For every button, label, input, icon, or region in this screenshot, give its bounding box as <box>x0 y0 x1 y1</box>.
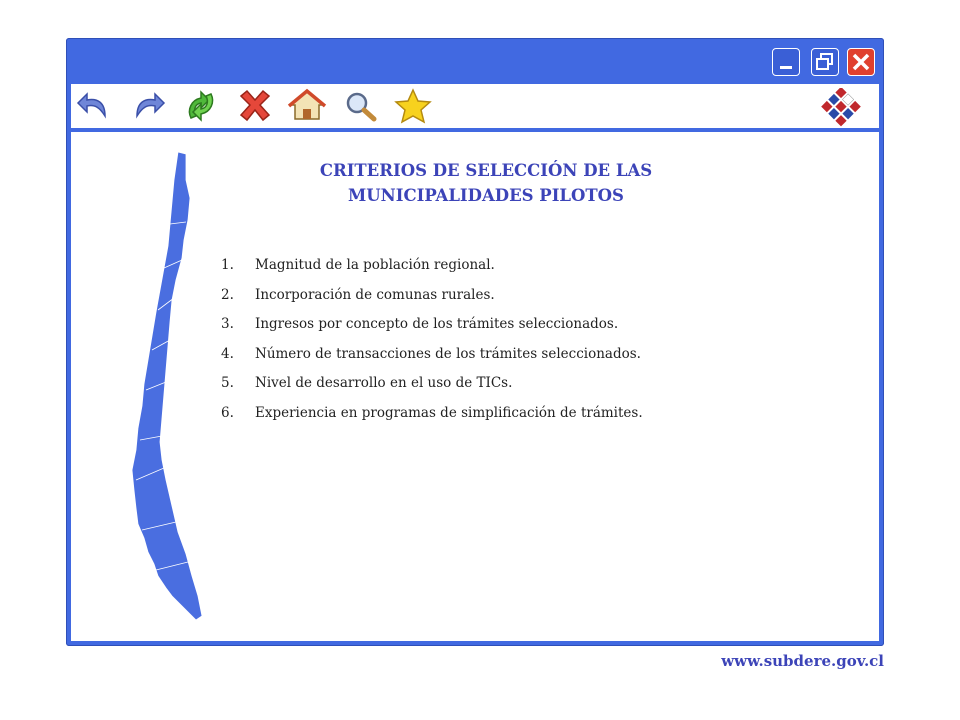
refresh-button[interactable] <box>181 88 221 124</box>
stop-x-icon <box>235 88 275 124</box>
back-button[interactable] <box>75 88 115 124</box>
close-button[interactable] <box>847 48 875 76</box>
restore-icon <box>812 49 838 75</box>
list-item <box>221 346 643 376</box>
heading-line-1: CRITERIOS DE SELECCIÓN DE LAS <box>319 161 653 180</box>
forward-button[interactable] <box>129 88 169 124</box>
list-item-text: Número de transacciones de los trámites seleccionados. <box>255 345 641 362</box>
browser-window <box>66 38 884 646</box>
list-item <box>221 375 643 405</box>
favorites-button[interactable] <box>393 88 433 124</box>
list-item-text: Nivel de desarrollo en el uso de TICs. <box>255 375 513 391</box>
subdere-logo <box>819 88 859 124</box>
list-item <box>221 405 643 435</box>
stop-button[interactable] <box>235 88 275 124</box>
list-item-number: 3. <box>221 316 234 332</box>
list-item <box>221 287 643 317</box>
list-item-number: 2. <box>221 286 234 303</box>
list-item-text: Magnitud de la población regional. <box>255 257 495 273</box>
chile-map-icon <box>126 150 206 625</box>
search-magnifier-icon <box>341 88 381 124</box>
toolbar <box>71 84 879 128</box>
refresh-icon <box>181 88 221 124</box>
search-button[interactable] <box>341 88 381 124</box>
list-item-text: Incorporación de comunas rurales. <box>255 286 495 303</box>
footer-website-link[interactable]: www.subdere.gov.cl <box>721 652 884 670</box>
forward-arrow-icon <box>129 88 169 124</box>
favorites-star-icon <box>393 88 433 124</box>
title-bar <box>66 38 884 84</box>
subdere-logo-icon <box>819 88 863 128</box>
heading-line-2: MUNICIPALIDADES PILOTOS <box>348 186 624 205</box>
list-item-number: 6. <box>221 404 234 421</box>
list-item-number: 5. <box>221 375 234 391</box>
back-arrow-icon <box>75 88 115 124</box>
content-panel <box>71 132 879 641</box>
restore-button[interactable] <box>811 48 839 76</box>
minimize-button[interactable] <box>772 48 800 76</box>
home-icon <box>287 88 327 124</box>
close-icon <box>848 49 874 75</box>
list-item-number: 4. <box>221 345 234 362</box>
criteria-list <box>221 257 643 434</box>
list-item-text: Experiencia en programas de simplificación de trámites. <box>255 404 643 421</box>
list-item-text: Ingresos por concepto de los trámites seleccionados. <box>255 316 619 332</box>
minimize-icon <box>773 49 799 75</box>
list-item <box>221 316 643 346</box>
home-button[interactable] <box>287 88 327 124</box>
list-item-number: 1. <box>221 257 234 273</box>
page-heading <box>251 158 721 208</box>
list-item <box>221 257 643 287</box>
